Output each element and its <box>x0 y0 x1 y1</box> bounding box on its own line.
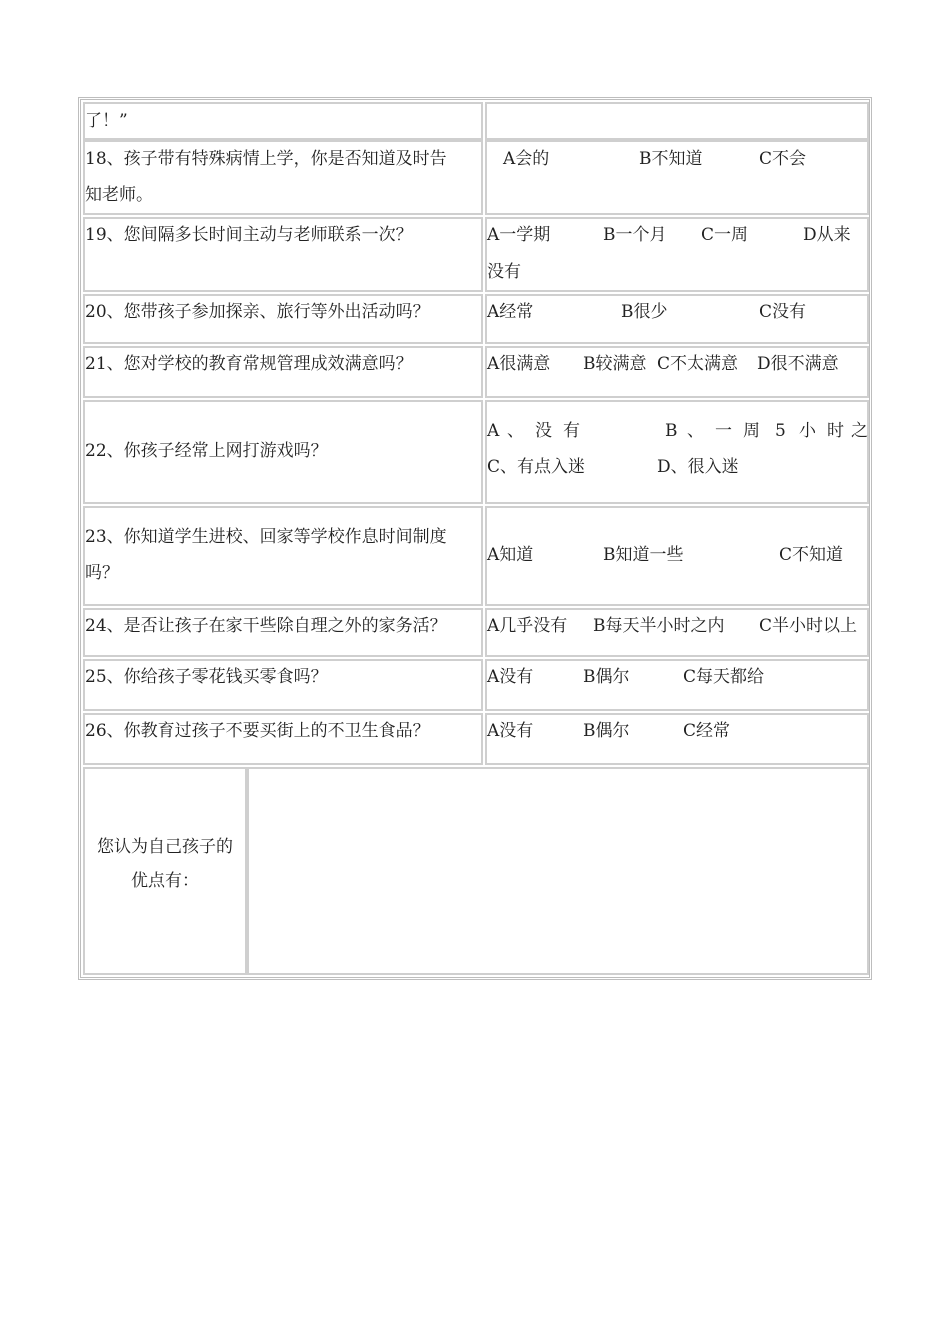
answer-cell <box>485 346 869 398</box>
table-row <box>81 400 869 504</box>
answer-cell <box>485 713 869 765</box>
question-cell <box>83 217 483 292</box>
question-text: 19、您间隔多长时间主动与老师联系一次？ <box>85 225 413 245</box>
option-c: C不太满意 <box>657 354 739 374</box>
option-b: B很少 <box>621 302 668 322</box>
option-a: A一学期 <box>487 225 551 245</box>
option-b-char: 时 <box>827 421 844 441</box>
question-text: 21、您对学校的教育常规管理成效满意吗？ <box>85 354 413 374</box>
option-b: B偶尔 <box>583 667 630 687</box>
table-row <box>81 767 869 975</box>
strengths-answer-field[interactable] <box>247 767 869 975</box>
option-d: D从来 <box>803 225 851 245</box>
table-row <box>81 102 869 140</box>
answer-cell <box>485 400 869 504</box>
question-text: 24、是否让孩子在家干些除自理之外的家务活？ <box>85 616 447 636</box>
question-text: 20、您带孩子参加探亲、旅行等外出活动吗？ <box>85 302 430 322</box>
question-text: 了！” <box>85 111 128 131</box>
option-c: C经常 <box>683 721 731 741</box>
option-a-letter: A <box>487 421 500 441</box>
answer-cell <box>485 506 869 606</box>
option-b: B不知道 <box>639 149 703 169</box>
question-text: 26、你教育过孩子不要买街上的不卫生食品？ <box>85 721 430 741</box>
question-cell <box>83 294 483 344</box>
option-b: B一个月 <box>603 225 667 245</box>
option-b-sep: 、 <box>687 421 704 441</box>
answer-cell <box>485 140 869 215</box>
option-b-letter: B <box>665 421 678 441</box>
question-text-line1: 23、你知道学生进校、回家等学校作息时间制度 <box>85 527 447 547</box>
option-a: A没有 <box>487 721 534 741</box>
question-text-line2: 知老师。 <box>85 185 153 205</box>
option-b: B每天半小时之内 <box>593 616 725 636</box>
question-text: 22、你孩子经常上网打游戏吗？ <box>85 441 328 461</box>
table-row <box>81 608 869 657</box>
question-cell <box>83 400 483 504</box>
option-a-char: 有 <box>563 421 580 441</box>
option-b: B知道一些 <box>603 545 684 565</box>
question-cell <box>83 346 483 398</box>
question-cell <box>83 659 483 711</box>
answer-cell <box>485 102 869 140</box>
option-a-char: 没 <box>535 421 552 441</box>
option-b: B偶尔 <box>583 721 630 741</box>
option-b-char: 小 <box>799 421 816 441</box>
question-text: 25、你给孩子零花钱买零食吗？ <box>85 667 328 687</box>
option-a: A没有 <box>487 667 534 687</box>
question-cell <box>83 713 483 765</box>
table-row <box>81 506 869 606</box>
table-row <box>81 659 869 711</box>
question-cell <box>83 140 483 215</box>
option-d: D、很入迷 <box>657 457 739 477</box>
table-row <box>81 217 869 292</box>
option-c: C每天都给 <box>683 667 765 687</box>
question-cell <box>83 608 483 657</box>
option-a: A会的 <box>503 149 550 169</box>
option-a-sep: 、 <box>507 421 524 441</box>
option-c: C、有点入迷 <box>487 457 586 477</box>
table-row <box>81 346 869 398</box>
option-c: C没有 <box>759 302 807 322</box>
answer-cell <box>485 608 869 657</box>
option-a: A几乎没有 <box>487 616 568 636</box>
survey-table <box>78 97 872 980</box>
option-c: C半小时以上 <box>759 616 858 636</box>
answer-cell <box>485 659 869 711</box>
option-c: C不知道 <box>779 545 844 565</box>
question-text-line2: 吗？ <box>85 563 119 583</box>
option-a: A经常 <box>487 302 534 322</box>
option-b-char: 5 <box>775 421 786 441</box>
option-c: C不会 <box>759 149 807 169</box>
question-cell <box>83 506 483 606</box>
table-row <box>81 294 869 344</box>
option-a: A很满意 <box>487 354 551 374</box>
option-d-continued: 没有 <box>487 262 521 282</box>
option-c: C一周 <box>701 225 749 245</box>
option-b-char: 周 <box>743 421 760 441</box>
option-b: B较满意 <box>583 354 647 374</box>
option-b-char: 之 <box>851 421 868 441</box>
option-d: D很不满意 <box>757 354 839 374</box>
option-a: A知道 <box>487 545 534 565</box>
table-row <box>81 140 869 215</box>
strengths-label-line1: 您认为自己孩子的 <box>97 837 233 857</box>
question-text-line1: 18、孩子带有特殊病情上学，你是否知道及时告 <box>85 149 447 169</box>
strengths-label-line2: 优点有： <box>131 871 199 891</box>
strengths-label-cell <box>83 767 247 975</box>
question-cell <box>83 102 483 140</box>
answer-cell <box>485 294 869 344</box>
answer-cell <box>485 217 869 292</box>
option-b-char: 一 <box>715 421 732 441</box>
table-row <box>81 713 869 765</box>
